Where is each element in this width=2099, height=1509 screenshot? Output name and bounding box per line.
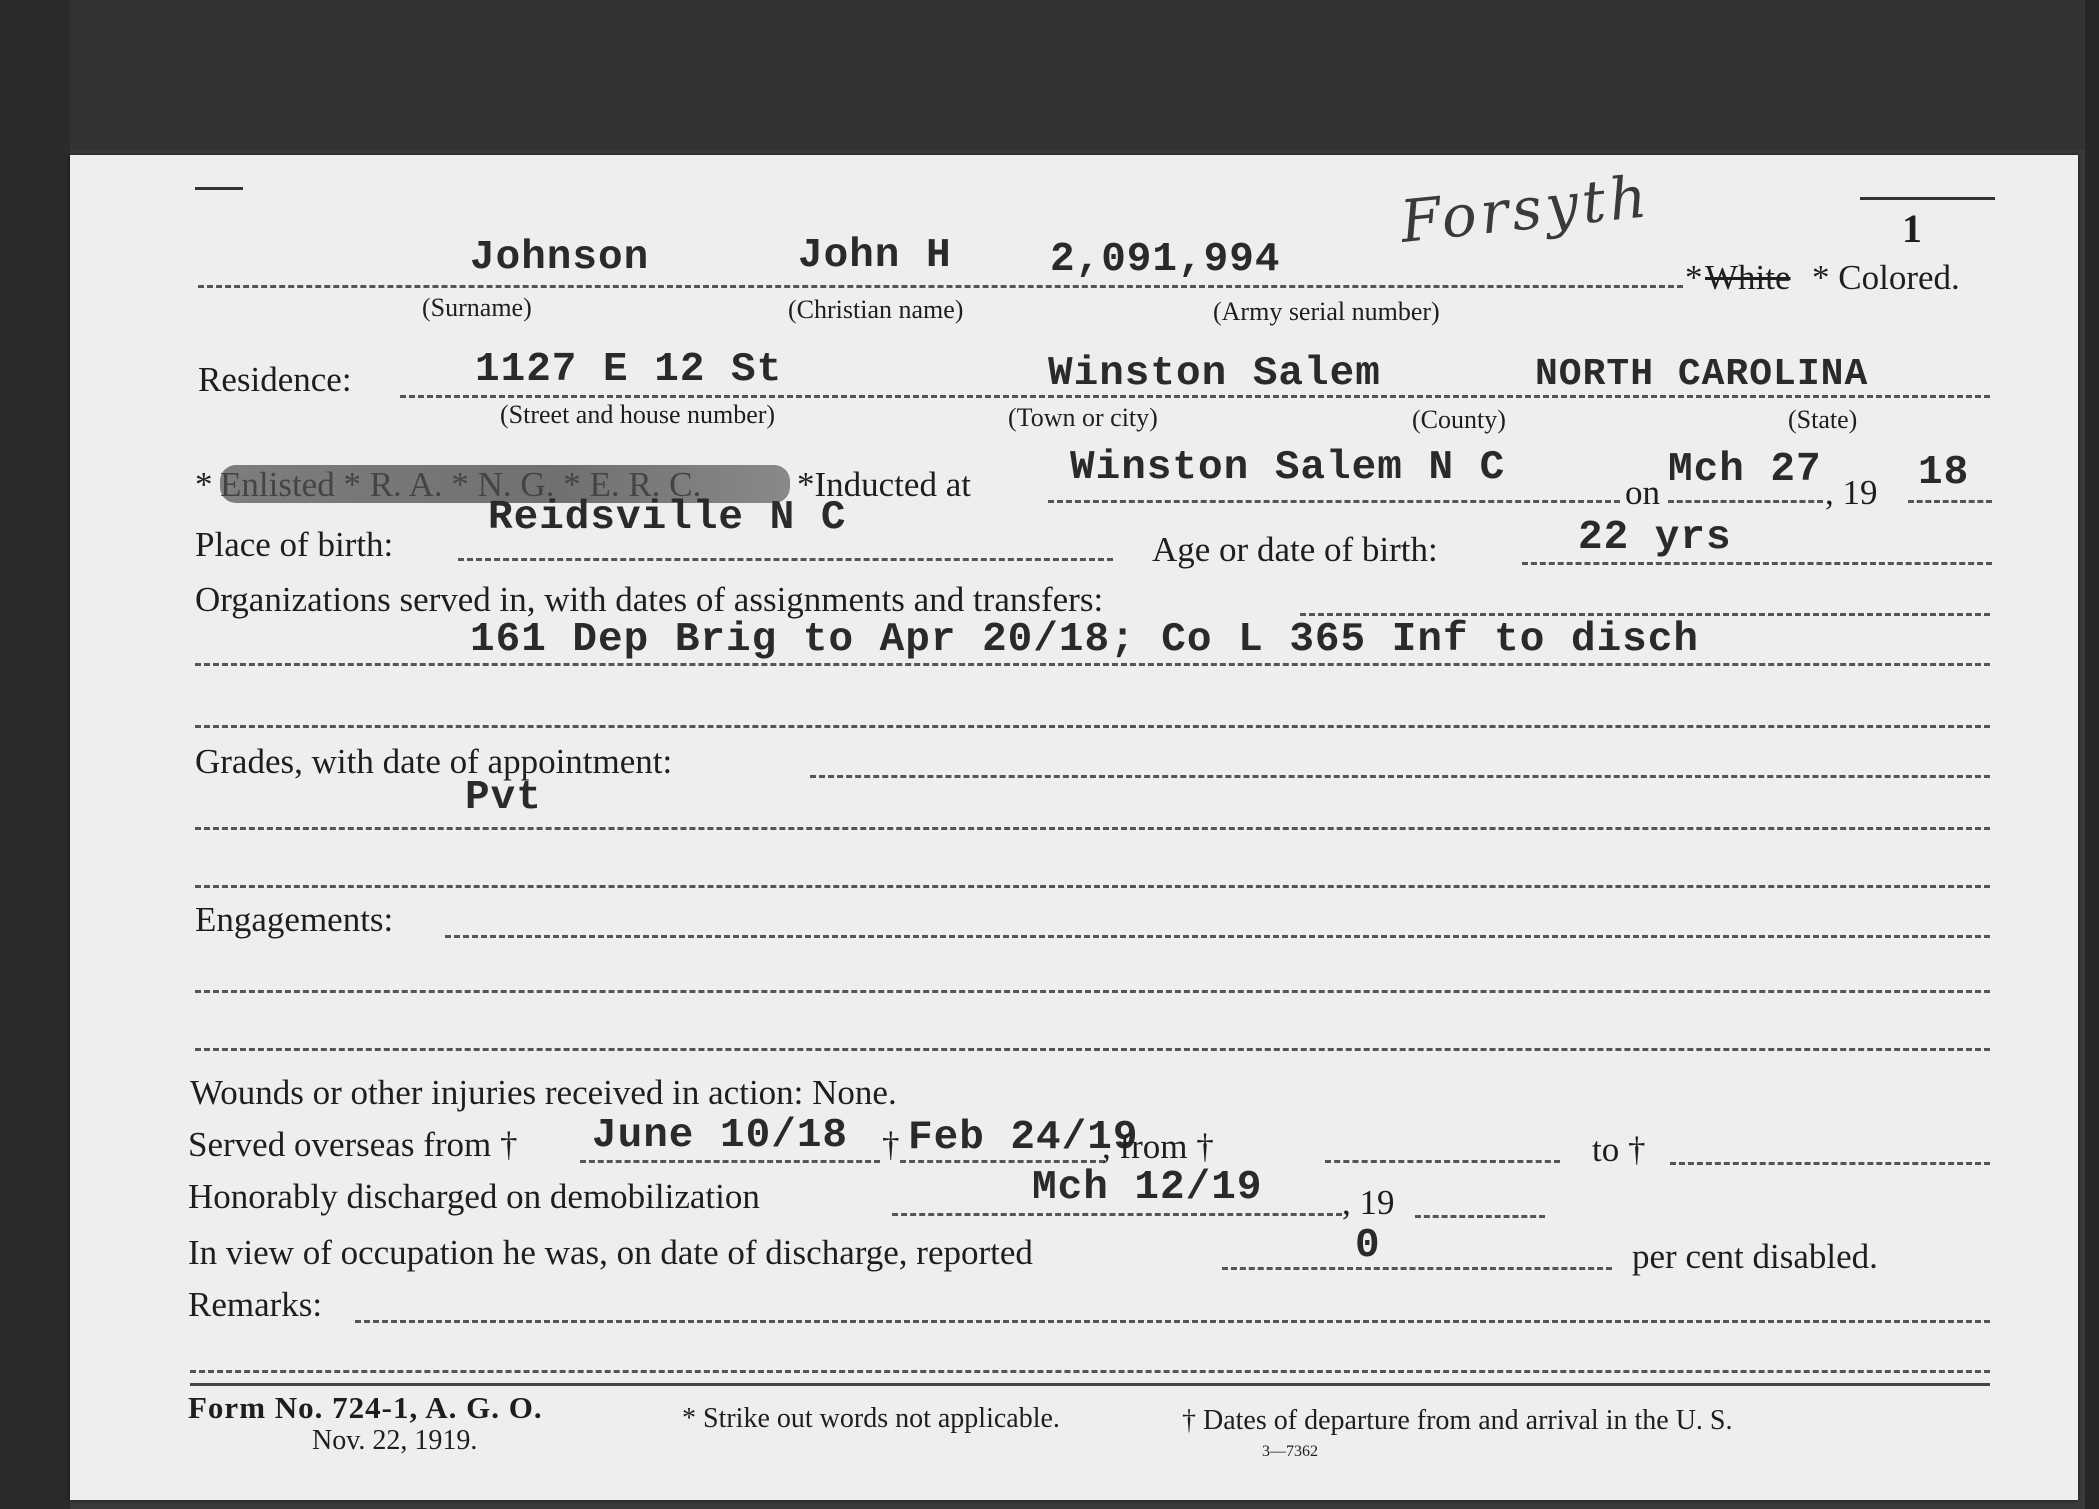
form-number: Form No. 724-1, A. G. O. [188,1390,543,1425]
scan-background-left [0,0,70,1509]
organizations-line-2 [195,663,1990,666]
county-handwritten: Forsyth [1397,162,1654,256]
discharged-year-line [1415,1215,1545,1218]
overseas-from-value: June 10/18 [592,1113,849,1159]
town-value: Winston Salem [1048,351,1381,397]
remarks-label: Remarks: [188,1285,323,1324]
discharged-date-value: Mch 12/19 [1032,1165,1263,1211]
place-of-birth-label: Place of birth: [195,525,394,564]
inducted-year-line [1908,500,1992,503]
grades-line-3 [195,885,1990,888]
age-value: 22 yrs [1578,515,1732,561]
from-label: , from † [1102,1127,1214,1166]
top-right-rule [1860,197,1995,200]
overseas-to-value: Feb 24/19 [908,1115,1139,1161]
overseas-from-line [580,1160,880,1163]
wounds-label: Wounds or other injuries received in action: None. [190,1073,897,1112]
organizations-value: 161 Dep Brig to Apr 20/18; Co L 365 Inf to disch [470,617,1699,663]
age-line [1522,562,1992,565]
christian-name-label: (Christian name) [788,295,964,324]
discharged-label: Honorably discharged on demobilization [188,1177,760,1216]
disabled-label: In view of occupation he was, on date of discharge, reported [188,1233,1033,1272]
overseas-to-line [900,1160,1105,1163]
engagements-line-2 [195,990,1990,993]
surname-value: Johnson [470,235,650,281]
state-value: NORTH CAROLINA [1535,353,1869,396]
inducted-year-value: 18 [1918,450,1970,496]
overseas-to-dagger: † [882,1125,900,1164]
place-of-birth-value: Reidsville N C [488,495,847,541]
inducted-at-value: Winston Salem N C [1070,445,1506,491]
state-label: (State) [1788,405,1858,434]
disabled-percent-value: 0 [1355,1223,1381,1269]
served-overseas-label: Served overseas from † [188,1125,518,1164]
service-record-card [70,155,2078,1500]
enlisted-star: * [195,465,213,504]
print-code: 3—7362 [1262,1443,1318,1460]
engagements-label: Engagements: [195,900,394,939]
card-number: 1 [1902,206,1922,251]
dates-note: † Dates of departure from and arrival in the U. S. [1182,1405,1733,1436]
grades-line-1 [810,775,1990,778]
residence-label: Residence: [198,360,352,399]
grades-label: Grades, with date of appointment: [195,742,673,781]
scan-background-right [2085,0,2099,1509]
remarks-line-2 [190,1370,1990,1373]
county-label: (County) [1412,405,1506,434]
inducted-label: *Inducted at [797,465,971,504]
serial-number-label: (Army serial number) [1213,297,1440,326]
strike-out-note: * Strike out words not applicable. [682,1403,1060,1434]
form-date: Nov. 22, 1919. [312,1425,478,1456]
christian-name-value: John H [798,233,952,279]
engagements-line-3 [195,1048,1990,1051]
to-label: to † [1592,1130,1646,1169]
town-label: (Town or city) [1008,403,1158,432]
residence-line [400,395,1990,398]
street-value: 1127 E 12 St [475,347,783,393]
inducted-date-value: Mch 27 [1668,447,1822,493]
discharged-line [892,1213,1342,1216]
race-white-struck: White [1705,258,1791,297]
street-label: (Street and house number) [500,400,776,429]
serial-number-value: 2,091,994 [1050,237,1281,283]
organizations-line-3 [195,725,1990,728]
grade-value: Pvt [465,775,542,821]
engagements-line-1 [445,935,1990,938]
organizations-line-1 [1300,613,1990,616]
enlisted-label-struck: Enlisted * R. A. * N. G. * E. R. C. [220,465,702,504]
inducted-date-line [1668,500,1823,503]
race-colored: * Colored. [1812,258,1960,297]
discharged-year-label: , 19 [1342,1183,1395,1222]
name-line [198,285,1683,288]
second-to-line [1670,1162,1990,1165]
grades-line-2 [195,827,1990,830]
on-label: on [1625,473,1660,512]
remarks-line-1 [355,1320,1990,1323]
age-label: Age or date of birth: [1152,530,1438,569]
surname-label: (Surname) [422,293,532,322]
inducted-line [1048,500,1620,503]
top-left-dash [195,187,243,190]
race-star: * [1685,258,1703,297]
scan-background-top [0,0,2099,150]
inducted-year-prefix: , 19 [1825,473,1878,512]
footer-rule [190,1383,1990,1386]
second-from-line [1325,1160,1560,1163]
place-of-birth-line [458,558,1113,561]
disabled-suffix-label: per cent disabled. [1632,1237,1878,1276]
organizations-label: Organizations served in, with dates of assignments and transfers: [195,580,1104,619]
disabled-line [1222,1267,1612,1270]
